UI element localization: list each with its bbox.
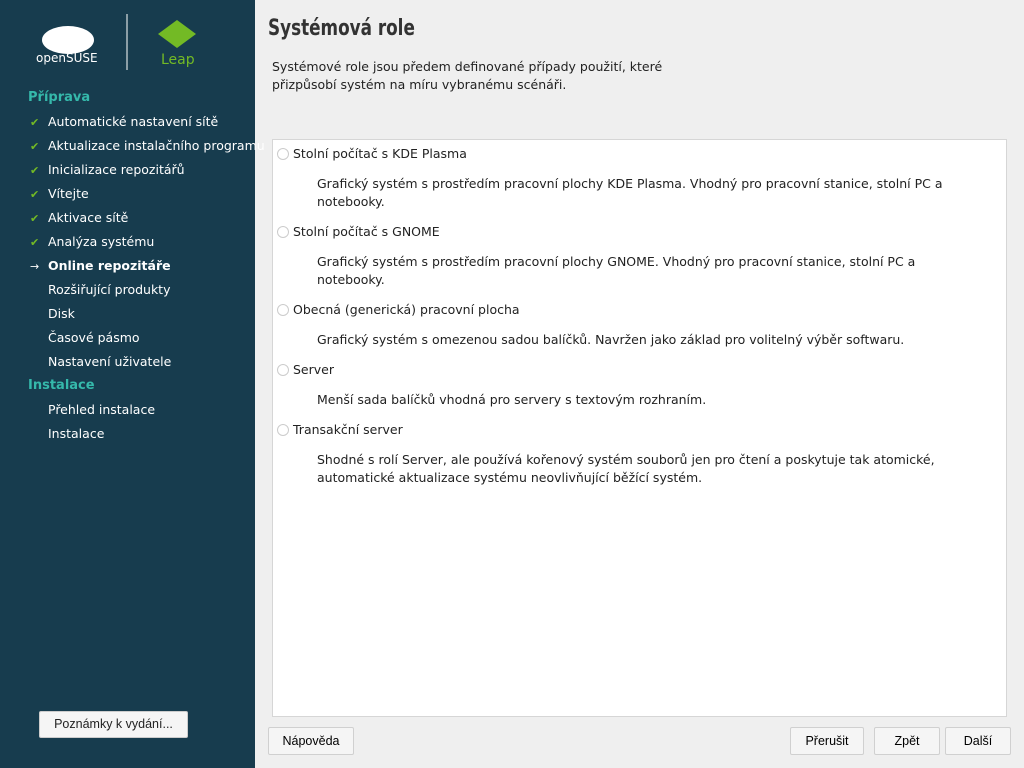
sidebar-step: Přehled instalace bbox=[48, 402, 156, 417]
radio-icon[interactable] bbox=[277, 364, 289, 376]
opensuse-leap-logo bbox=[36, 14, 236, 74]
check-icon: ✔ bbox=[30, 188, 40, 201]
help-button[interactable]: Nápověda bbox=[268, 727, 354, 755]
sidebar-step: Disk bbox=[48, 306, 75, 321]
sidebar-step: Aktualizace instalačního programu bbox=[48, 138, 265, 153]
role-label: Server bbox=[293, 362, 334, 377]
role-label: Stolní počítač s GNOME bbox=[293, 224, 440, 239]
check-icon: ✔ bbox=[30, 164, 40, 177]
check-icon: ✔ bbox=[30, 236, 40, 249]
radio-icon[interactable] bbox=[277, 226, 289, 238]
radio-icon[interactable] bbox=[277, 304, 289, 316]
role-radio[interactable] bbox=[277, 224, 440, 240]
sidebar-step: Nastavení uživatele bbox=[48, 354, 172, 369]
release-notes-button[interactable]: Poznámky k vydání... bbox=[39, 711, 188, 738]
next-button[interactable]: Další bbox=[945, 727, 1011, 755]
sidebar-step: Časové pásmo bbox=[48, 330, 140, 345]
role-description: Grafický systém s prostředím pracovní plochy KDE Plasma. Vhodný pro pracovní stanice, stolní PC a notebooky. bbox=[317, 176, 943, 209]
arrow-right-icon: → bbox=[30, 260, 40, 273]
page-description: Systémové role jsou předem definované případy použití, které přizpůsobí systém na míru vybranému scénáři. bbox=[272, 59, 663, 92]
role-description: Grafický systém s prostředím pracovní plochy GNOME. Vhodný pro pracovní stanice, stolní PC a notebooky. bbox=[317, 254, 916, 287]
back-button[interactable]: Zpět bbox=[874, 727, 940, 755]
role-description: Grafický systém s omezenou sadou balíčků. Navržen jako základ pro volitelný výběr softwaru. bbox=[317, 332, 905, 347]
section-priprava: Příprava bbox=[28, 90, 91, 105]
role-label: Transakční server bbox=[293, 422, 403, 437]
sidebar-step: Inicializace repozitářů bbox=[48, 162, 185, 177]
sidebar-step: Aktivace sítě bbox=[48, 210, 129, 225]
page-title: Systémová role bbox=[268, 16, 415, 41]
role-list bbox=[272, 139, 1007, 717]
check-icon: ✔ bbox=[30, 212, 40, 225]
sidebar-step: Vítejte bbox=[48, 186, 89, 201]
role-radio[interactable] bbox=[277, 362, 334, 378]
role-label: Obecná (generická) pracovní plocha bbox=[293, 302, 520, 317]
sidebar-step: Automatické nastavení sítě bbox=[48, 114, 219, 129]
check-icon: ✔ bbox=[30, 140, 40, 153]
role-label: Stolní počítač s KDE Plasma bbox=[293, 146, 467, 161]
abort-button[interactable]: Přerušit bbox=[790, 727, 864, 755]
radio-icon[interactable] bbox=[277, 148, 289, 160]
sidebar bbox=[0, 0, 265, 768]
radio-icon[interactable] bbox=[277, 424, 289, 436]
check-icon: ✔ bbox=[30, 116, 40, 129]
role-radio[interactable] bbox=[277, 422, 403, 438]
role-description: Shodné s rolí Server, ale používá kořenový systém souborů jen pro čtení a poskytuje tak atomické, automatické aktualizace systému neovlivňující běžící systém. bbox=[317, 452, 935, 485]
sidebar-step: Online repozitáře bbox=[48, 258, 171, 273]
sidebar-step: Instalace bbox=[48, 426, 105, 441]
role-radio[interactable] bbox=[277, 146, 467, 162]
svg-text:openSUSE: openSUSE bbox=[36, 51, 98, 65]
sidebar-step: Analýza systému bbox=[48, 234, 155, 249]
sidebar-step: Rozšiřující produkty bbox=[48, 282, 171, 297]
section-instalace: Instalace bbox=[28, 378, 95, 393]
role-radio[interactable] bbox=[277, 302, 520, 318]
svg-text:Leap: Leap bbox=[161, 52, 195, 68]
role-description: Menší sada balíčků vhodná pro servery s textovým rozhraním. bbox=[317, 392, 707, 407]
